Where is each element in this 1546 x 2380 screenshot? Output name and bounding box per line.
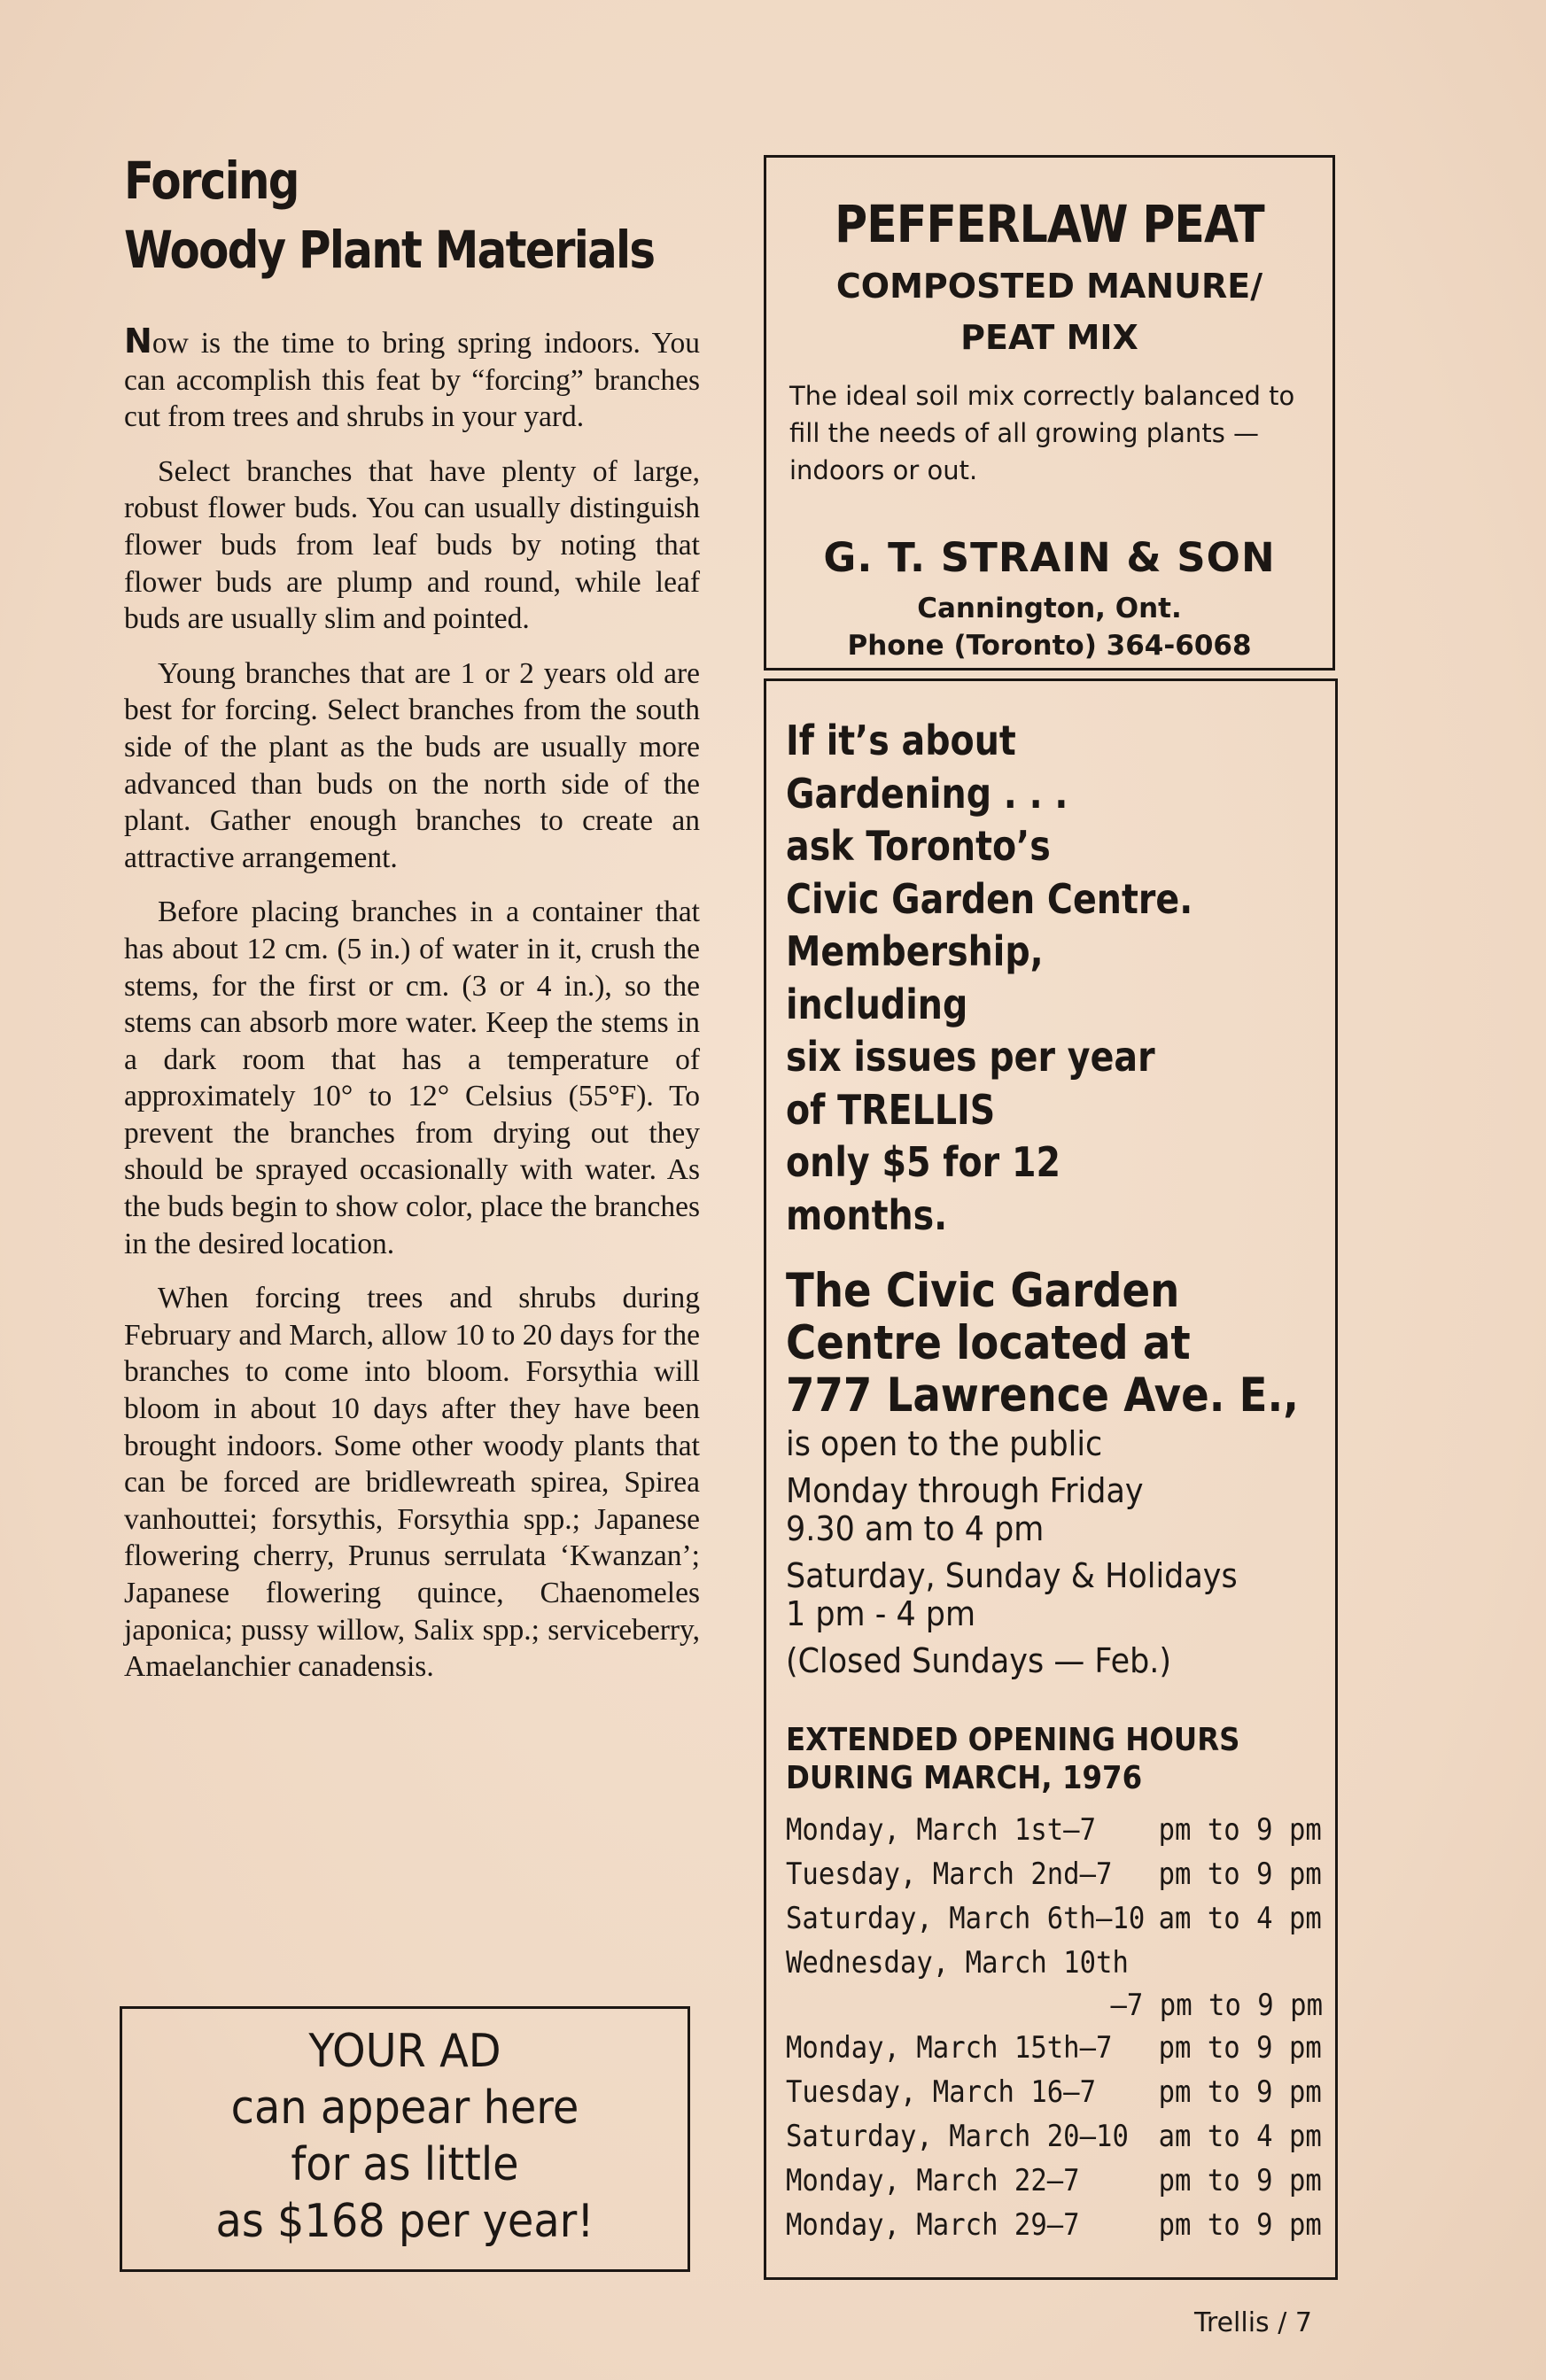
extended-hours-heading: [786, 1721, 1280, 1797]
article-body: [124, 323, 700, 1686]
schedule-row: [786, 2203, 1322, 2247]
civic-garden-centre-ad: [764, 678, 1338, 2280]
your-ad-line-2: can appear here: [230, 2082, 579, 2135]
schedule-time: am to 4 pm: [1158, 2119, 1322, 2154]
extended-hours-schedule: [786, 1808, 1323, 2247]
schedule-day: Saturday, March 6th—10: [786, 1901, 1146, 1936]
schedule-day: Tuesday, March 16—7: [786, 2074, 1097, 2110]
hours-line: Monday through Friday: [786, 1471, 1144, 1510]
pitch-line: months.: [786, 1190, 948, 1239]
schedule-row: [786, 2070, 1322, 2114]
pitch-line: Membership,: [786, 927, 1044, 975]
drop-cap: N: [124, 322, 152, 360]
pitch-line: including: [786, 980, 968, 1028]
article: [124, 146, 700, 1703]
paragraph-2: Select branches that have plenty of large, robust flower buds. You can usually distinguish flower buds from leaf buds by noting that flower buds are plump and round, while leaf buds are usually slim and pointed.: [124, 454, 700, 636]
hours-line: is open to the public: [786, 1424, 1103, 1463]
paragraph-5: When forcing trees and shrubs during February and March, allow 10 to 20 days for the branches to come into bloom. Forsythia will bloom in about 10 days after they have been brought indoors. Some other woody plants that can be forced are bridlewreath spirea, Spirea vanhouttei; forsythis, Forsythia spp.; Japanese flowering cherry, Prunus serrulata ‘Kwanzan’; Japanese flowering quince, Chaenomeles japonica; pussy willow, Salix spp.; serviceberry, Amaelanchier canadensis.: [124, 1282, 700, 1684]
peat-ad-phone: Phone (Toronto) 364-6068: [847, 630, 1252, 662]
pitch-line: If it’s about: [786, 717, 1016, 764]
schedule-time: pm to 9 pm: [1158, 1812, 1322, 1848]
hours-line: 9.30 am to 4 pm: [786, 1509, 1045, 1548]
schedule-time: pm to 9 pm: [1158, 1857, 1322, 1892]
peat-ad-title: PEFFERLAW PEAT: [835, 194, 1264, 254]
page-footer: Trellis / 7: [1194, 2307, 1312, 2338]
schedule-time-continued: —7 pm to 9 pm: [1110, 1988, 1323, 2023]
opening-hours: [786, 1425, 1335, 1680]
article-title: [124, 146, 655, 284]
title-line-1: Forcing: [124, 151, 299, 211]
schedule-time: am to 4 pm: [1158, 1901, 1322, 1936]
schedule-day: Tuesday, March 2nd—7: [786, 1857, 1113, 1892]
schedule-day: Saturday, March 20—10: [786, 2119, 1129, 2154]
location-line: Centre located at: [786, 1316, 1191, 1370]
schedule-time: pm to 9 pm: [1158, 2074, 1322, 2110]
pitch-line: ask Toronto’s: [786, 822, 1051, 870]
paragraph-4: Before placing branches in a container that has about 12 cm. (5 in.) of water in it, crush the stems, for the first or cm. (3 or 4 in.), so the stems can absorb more water. Keep the stems in a dark room that has a temperature of approximately 10° to 12° Celsius (55°F). To prevent the branches from drying out they should be sprayed occasionally with water. As the buds begin to show color, place the branches in the desired location.: [124, 895, 700, 1260]
pitch-line: only $5 for 12: [786, 1138, 1061, 1186]
schedule-day: Wednesday, March 10th: [786, 1945, 1129, 1981]
schedule-day: Monday, March 15th—7: [786, 2030, 1113, 2066]
your-ad-line-3: for as little: [291, 2138, 519, 2191]
schedule-time: pm to 9 pm: [1158, 2163, 1322, 2198]
your-ad-box: [120, 2006, 690, 2272]
schedule-time: pm to 9 pm: [1158, 2030, 1322, 2066]
schedule-row: [786, 1896, 1322, 1941]
peat-ad-subtitle-line-2: PEAT MIX: [960, 318, 1138, 357]
peat-ad-description: The ideal soil mix correctly balanced to fill the needs of all growing plants — indoors or out.: [789, 381, 1295, 485]
hours-line: Saturday, Sunday & Holidays: [786, 1556, 1238, 1595]
extended-hours-heading-line-1: EXTENDED OPENING HOURS: [786, 1722, 1240, 1758]
pitch-line: of TRELLIS: [786, 1085, 996, 1134]
extended-hours-heading-line-2: DURING MARCH, 1976: [786, 1760, 1143, 1796]
schedule-row: [786, 1852, 1322, 1896]
pitch-line: Civic Garden Centre.: [786, 874, 1193, 923]
location-line: The Civic Garden: [786, 1264, 1180, 1318]
title-line-2: Woody Plant Materials: [124, 220, 655, 280]
centre-location: [786, 1265, 1335, 1422]
schedule-row: [786, 2159, 1322, 2203]
schedule-day: Monday, March 1st—7: [786, 1812, 1097, 1848]
peat-ad-subtitle: [766, 260, 1332, 363]
schedule-day: Monday, March 29—7: [786, 2207, 1080, 2243]
pitch-line: Gardening . . .: [786, 769, 1068, 818]
schedule-row: [786, 2026, 1322, 2070]
your-ad-line-4: as $168 per year!: [215, 2195, 594, 2248]
membership-pitch: [786, 715, 1335, 1242]
hours-line: 1 pm - 4 pm: [786, 1594, 976, 1633]
peat-ad-town: Cannington, Ont.: [917, 593, 1182, 624]
peat-ad-address: [766, 590, 1332, 664]
peat-ad-subtitle-line-1: COMPOSTED MANURE/: [835, 267, 1263, 306]
schedule-row: [786, 2114, 1322, 2159]
your-ad-line-1: YOUR AD: [308, 2025, 501, 2078]
schedule-day: Monday, March 22—7: [786, 2163, 1080, 2198]
schedule-row: [786, 1941, 1322, 1985]
pefferlaw-peat-ad: [764, 155, 1335, 671]
paragraph-3: Young branches that are 1 or 2 years old are best for forcing. Select branches from the south side of the plant as the buds are usually more advanced than buds on the north side of the plant. Gather enough branches to create an attractive arrangement.: [124, 656, 700, 874]
paragraph-1-text: ow is the time to bring spring indoors. You can accomplish this feat by “forcing” branches cut from trees and shrubs in your yard.: [124, 327, 700, 434]
location-line: 777 Lawrence Ave. E.,: [786, 1368, 1299, 1423]
pitch-line: six issues per year: [786, 1033, 1155, 1081]
hours-line: (Closed Sundays — Feb.): [786, 1641, 1172, 1680]
schedule-time: pm to 9 pm: [1158, 2207, 1322, 2243]
peat-ad-company: G. T. STRAIN & SON: [823, 534, 1276, 581]
schedule-row: [786, 1808, 1322, 1852]
paragraph-1: [124, 323, 700, 436]
